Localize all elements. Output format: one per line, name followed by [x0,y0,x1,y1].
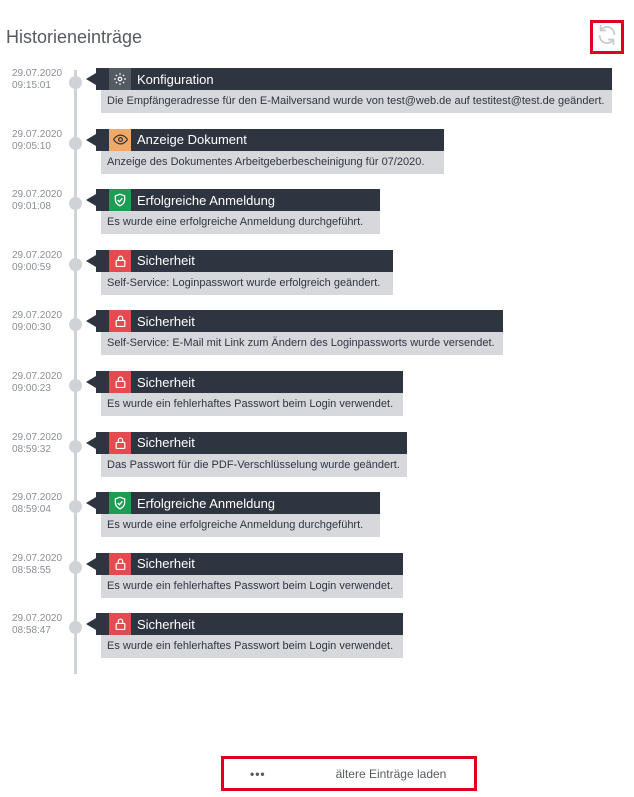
entry-date: 29.07.2020 [12,552,63,564]
entry-date: 29.07.2020 [12,371,63,382]
shield-check-icon [109,189,131,211]
load-more-button[interactable] [221,756,477,791]
entry-date: 29.07.2020 [12,128,63,140]
history-entry [0,432,634,488]
history-entry [0,553,634,609]
entry-timestamp [12,310,62,334]
entry-date: 29.07.2020 [12,310,63,322]
timeline-dot [69,440,82,453]
eye-icon [109,129,131,151]
entry-timestamp [12,371,62,395]
history-entry [0,189,634,245]
entry-date: 29.07.2020 [12,68,63,79]
entry-date: 29.07.2020 [12,189,63,201]
history-entry [0,371,634,427]
timeline-dot [69,621,82,634]
entry-time: 09:00:23 [12,383,51,394]
timeline-dot [69,561,82,574]
timeline-dot [69,137,82,150]
entry-description: Self-Service: E-Mail mit Link zum Ändern des Loginpassworts wurde versendet. [101,332,503,355]
timeline-dot [69,379,82,392]
entry-category: Erfolgreiche Anmeldung [137,495,276,511]
entry-header [96,129,444,151]
entry-description: Es wurde ein fehlerhaftes Passwort beim Login verwendet. [101,575,403,598]
entry-description: Es wurde ein fehlerhaftes Passwort beim Login verwendet. [101,635,403,658]
refresh-button[interactable] [590,20,624,54]
history-entry [0,68,634,124]
entry-header [96,68,612,90]
entry-timestamp [12,189,62,213]
timeline-dot [69,500,82,513]
lock-icon [109,250,131,272]
entry-header [96,189,380,211]
entry-category: Sicherheit [137,374,195,390]
timeline-dot [69,258,82,271]
entry-category: Sicherheit [137,556,195,572]
history-entry [0,250,634,306]
lock-icon [109,613,131,635]
refresh-icon [596,24,618,51]
entry-date: 29.07.2020 [12,613,63,625]
entry-time: 09:00:59 [12,261,51,273]
entry-header [96,310,503,332]
entry-category: Konfiguration [137,71,214,87]
page-title: Historieneinträge [6,27,143,47]
timeline-dot [69,318,82,331]
load-more-label: ältere Einträge laden [335,766,447,781]
entry-time: 08:58:47 [12,625,51,637]
entry-description: Es wurde eine erfolgreiche Anmeldung durchgeführt. [101,211,380,234]
entry-time: 08:58:55 [12,564,51,576]
history-entry [0,492,634,548]
entry-header [96,492,380,514]
entry-timestamp [12,553,62,577]
entry-category: Sicherheit [137,313,195,329]
entry-date: 29.07.2020 [12,431,63,443]
entry-timestamp [12,613,62,637]
entry-timestamp [12,250,62,274]
lock-icon [109,371,131,393]
entry-description: Es wurde ein fehlerhaftes Passwort beim Login verwendet. [101,393,403,416]
history-entry [0,129,634,185]
entry-time: 09:05:10 [12,140,51,152]
shield-check-icon [109,492,131,514]
history-entry [0,310,634,366]
entry-time: 08:59:04 [12,504,51,516]
entry-description: Das Passwort für die PDF-Verschlüsselung wurde geändert. [101,454,407,477]
entry-time: 09:01:08 [12,201,51,213]
entry-description: Self-Service: Loginpasswort wurde erfolgreich geändert. [101,272,393,295]
entry-description: Es wurde eine erfolgreiche Anmeldung durchgeführt. [101,514,380,537]
timeline-dot [69,76,82,89]
entry-date: 29.07.2020 [12,492,63,504]
history-entry [0,613,634,669]
entry-category: Anzeige Dokument [137,132,247,148]
entry-header [96,250,393,272]
entry-category: Sicherheit [137,616,195,632]
entry-category: Sicherheit [137,435,195,451]
entry-date: 29.07.2020 [12,249,63,261]
entry-time: 08:59:32 [12,443,51,455]
entry-category: Erfolgreiche Anmeldung [137,192,276,208]
lock-icon [109,553,131,575]
lock-icon [109,432,131,454]
entry-description: Die Empfängeradresse für den E-Mailversand wurde von test@web.de auf testitest@test.de geändert. [101,90,612,113]
entry-time: 09:15:01 [12,80,51,91]
entry-category: Sicherheit [137,253,195,269]
gear-icon [109,68,131,90]
entry-description: Anzeige des Dokumentes Arbeitgeberbescheinigung für 07/2020. [101,151,444,174]
entry-timestamp [12,68,62,92]
more-dots-icon: ••• [250,766,266,781]
entry-header [96,432,407,454]
entry-header [96,371,403,393]
entry-time: 09:00:30 [12,322,51,334]
entry-header [96,553,403,575]
entry-header [96,613,403,635]
entry-timestamp [12,129,62,153]
entry-timestamp [12,432,62,456]
entry-timestamp [12,492,62,516]
lock-icon [109,310,131,332]
timeline-dot [69,197,82,210]
